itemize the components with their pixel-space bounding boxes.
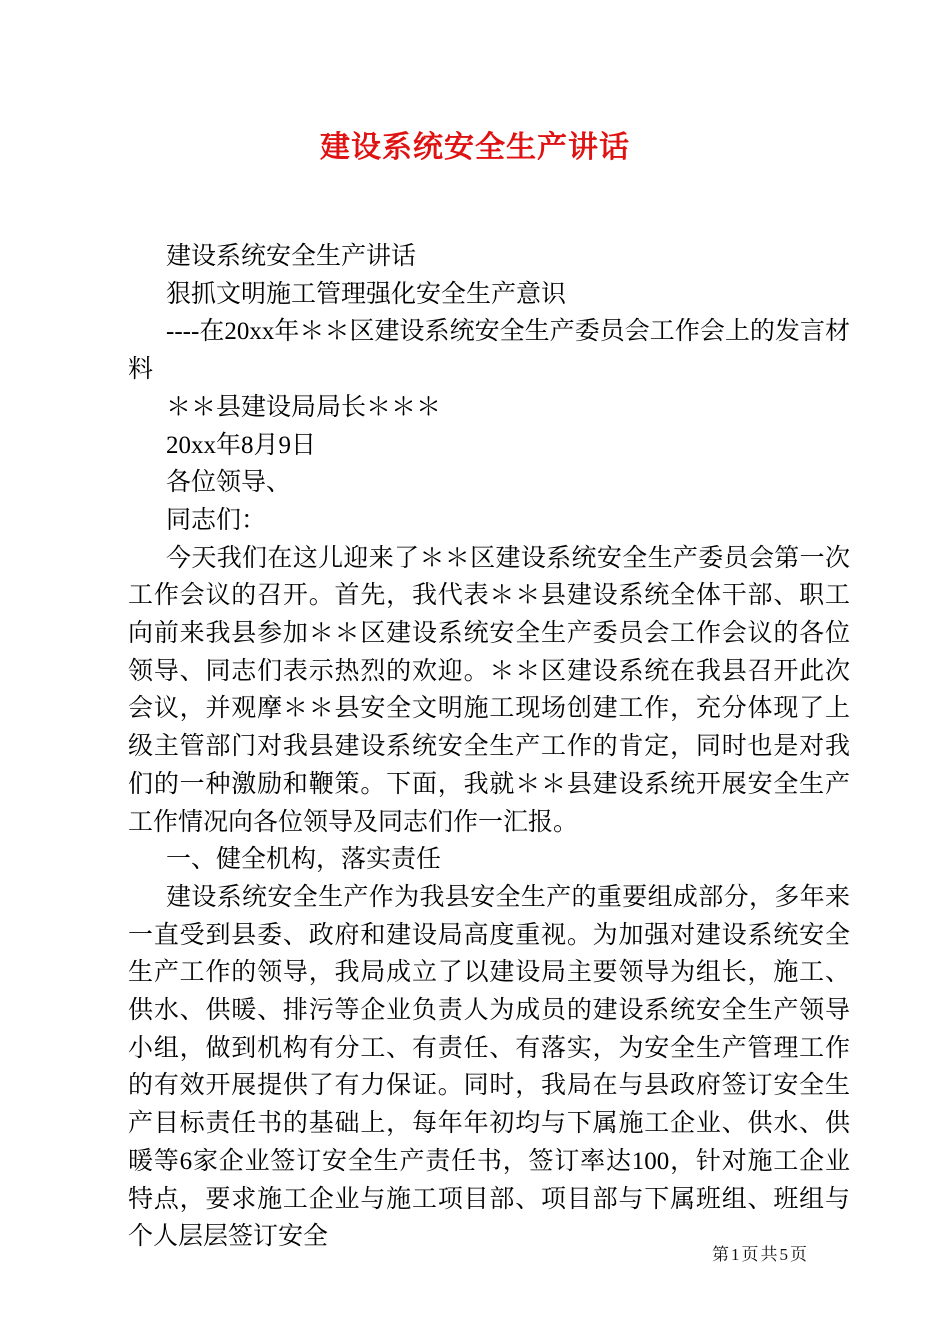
paragraph: 狠抓文明施工管理强化安全生产意识 — [166, 280, 567, 308]
paragraph: 建设系统安全生产讲话 — [166, 243, 417, 270]
paragraph: 同志们： — [166, 506, 267, 534]
paragraph: 各位领导、 — [166, 469, 292, 497]
document-body — [128, 238, 850, 1256]
paragraph: ＊＊县建设局局长＊＊＊ — [166, 393, 442, 421]
page-number-footer: 第1页共5页 — [712, 1245, 809, 1264]
paragraph: 今天我们在这儿迎来了＊＊区建设系统安全生产委员会第一次工作会议的召开。首先，我代表＊＊县建设系统全体干部、职工向前来我县参加＊＊区建设系统安全生产委员会工作会议的各位领导、同志们表示热烈的欢迎。＊＊区建设系统在我县召开此次会议，并观摩＊＊县安全文明施工现场创建工作，充分体现了上级主管部门对我县建设系统安全生产工作的肯定，同时也是对我们的一种激励和鞭策。下面，我就＊＊县建设系统开展安全生产工作情况向各位领导及同志们作一汇报。 — [128, 544, 850, 836]
paragraph: 一、健全机构，落实责任 — [166, 846, 442, 874]
paragraph: ----在20xx年＊＊区建设系统安全生产委员会工作会上的发言材料 — [128, 318, 850, 384]
paragraph: 建设系统安全生产作为我县安全生产的重要组成部分，多年来一直受到县委、政府和建设局高度重视。为加强对建设系统安全生产工作的领导，我局成立了以建设局主要领导为组长，施工、供水、供暖、排污等企业负责人为成员的建设系统安全生产领导小组，做到机构有分工、有责任、有落实，为安全生产管理工作的有效开展提供了有力保证。同时，我局在与县政府签订安全生产目标责任书的基础上，每年年初均与下属施工企业、供水、供暖等6家企业签订安全生产责任书，签订率达100，针对施工企业特点，要求施工企业与施工项目部、项目部与下属班组、班组与个人层层签订安全 — [128, 883, 850, 1251]
document-title: 建设系统安全生产讲话 — [320, 131, 630, 164]
paragraph: 20xx年8月9日 — [166, 431, 317, 459]
